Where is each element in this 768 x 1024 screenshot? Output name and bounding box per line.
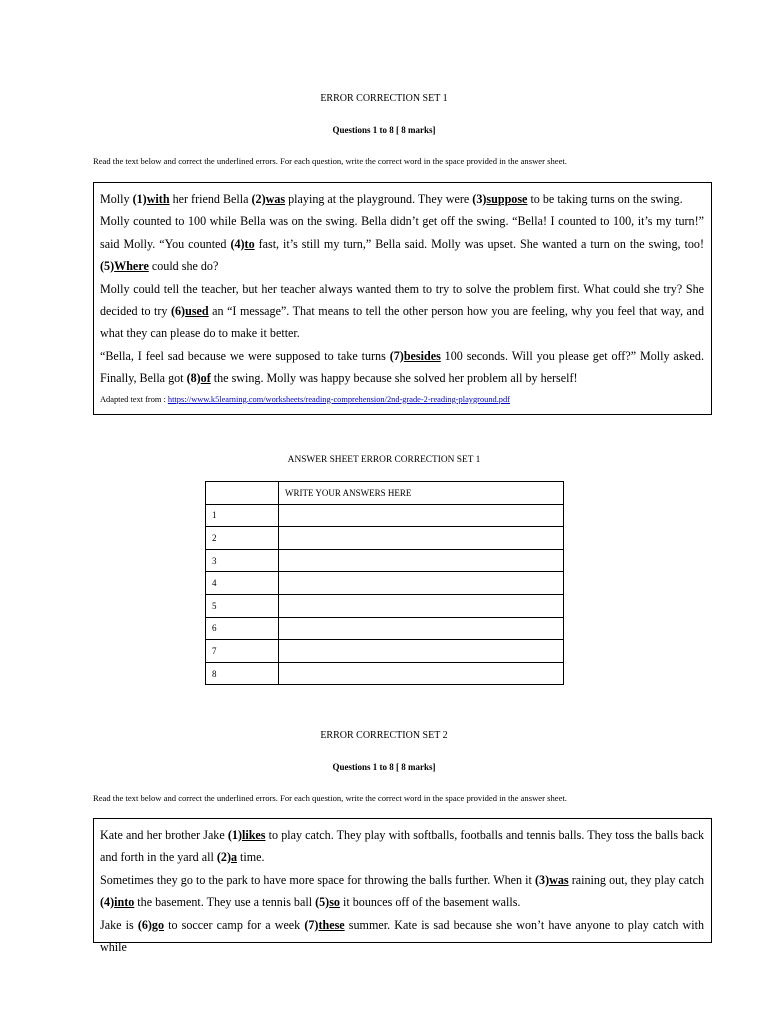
question-number: (8) <box>186 371 201 386</box>
underlined-error-word: a <box>230 850 238 865</box>
passage-text: the basement. They use a tennis ball <box>134 895 316 910</box>
passage-text: summer. Kate is sad because she won’t have anyone to play catch with while <box>100 917 704 955</box>
passage-text: Molly <box>100 192 133 206</box>
underlined-error-word: these <box>318 917 345 932</box>
passage-text: to be taking turns on the swing. <box>527 192 683 206</box>
answer-row <box>206 549 564 572</box>
passage-text: her friend Bella <box>169 192 252 206</box>
passage-paragraph <box>100 188 704 210</box>
passage-text: Jake is <box>100 917 138 932</box>
underlined-error-word: was <box>265 192 286 206</box>
underlined-error-word: into <box>114 895 135 910</box>
answer-cell[interactable] <box>279 594 564 617</box>
source-citation <box>100 392 704 408</box>
set2-title: ERROR CORRECTION SET 2 <box>320 730 448 741</box>
underlined-error-word: with <box>146 192 170 206</box>
row-number: 8 <box>206 662 279 685</box>
set2-questions-line: Questions 1 to 8 [ 8 marks] <box>332 762 436 772</box>
passage-text: could she do? <box>148 259 219 274</box>
question-number: (5) <box>315 895 330 910</box>
passage-text: it bounces off of the basement walls. <box>339 895 521 910</box>
question-number: (5) <box>100 259 115 274</box>
row-number: 1 <box>206 504 279 527</box>
passage-paragraph <box>100 210 704 277</box>
row-number: 4 <box>206 572 279 595</box>
set2-instruction: Read the text below and correct the underlined errors. For each question, write the correct word in the space provided in the answer sheet. <box>93 793 567 803</box>
question-number: (2) <box>251 192 266 206</box>
answer-cell[interactable] <box>279 662 564 685</box>
question-number: (1) <box>227 828 242 842</box>
passage-text: “Bella, I feel sad because we were supposed to take turns <box>100 348 390 363</box>
question-number: (4) <box>100 895 115 910</box>
underlined-error-word: suppose <box>486 192 528 206</box>
passage-text: playing at the playground. They were <box>285 192 473 206</box>
answer-cell[interactable] <box>279 640 564 663</box>
passage-paragraph <box>100 914 704 959</box>
underlined-error-word: used <box>185 304 209 319</box>
answer-header-cell: WRITE YOUR ANSWERS HERE <box>279 482 564 505</box>
passage-text: fast, it’s still my turn,” Bella said. Molly was upset. She wanted a turn on the swing, too! <box>254 236 704 251</box>
underlined-error-word: of <box>200 371 211 386</box>
underlined-error-word: go <box>151 917 165 932</box>
set2-passage-box <box>93 818 712 955</box>
question-number: (7) <box>304 917 319 932</box>
passage-text: 100 seconds. Will you please get off?” Molly asked. Finally, Bella got <box>100 348 704 386</box>
passage-text: time. <box>237 850 265 865</box>
underlined-error-word: besides <box>403 348 441 363</box>
passage-text: to play catch. They play with softballs, footballs and tennis balls. They toss the balls back and forth in the yard all <box>100 828 704 865</box>
underlined-error-word: likes <box>241 828 266 842</box>
question-number: (6) <box>137 917 152 932</box>
answer-row <box>206 594 564 617</box>
row-number: 7 <box>206 640 279 663</box>
passage-paragraph <box>100 278 704 345</box>
passage-text: Sometimes they go to the park to have more space for throwing the balls further. When it <box>100 872 535 887</box>
passage-text: Molly counted to 100 while Bella was on the swing. Bella didn’t get off the swing. “Bella! I counted to 100, it’s my turn!” said Molly. “You counted <box>100 214 704 251</box>
row-number: 5 <box>206 594 279 617</box>
question-number: (3) <box>535 872 550 887</box>
source-label: Adapted text from : <box>100 394 168 404</box>
set1-passage-box <box>93 182 712 415</box>
passage-text: an “I message”. That means to tell the other person how you are feeling, why you feel that way, and what they can please do to make it better. <box>100 304 704 341</box>
set1-title: ERROR CORRECTION SET 1 <box>320 93 448 104</box>
set1-questions-line: Questions 1 to 8 [ 8 marks] <box>332 125 436 135</box>
answer-cell[interactable] <box>279 549 564 572</box>
question-number: (1) <box>132 192 147 206</box>
answer-table <box>205 481 564 685</box>
row-number: 6 <box>206 617 279 640</box>
question-number: (6) <box>170 304 186 319</box>
underlined-error-word: Where <box>114 259 149 274</box>
passage-paragraph <box>100 345 704 390</box>
answer-row <box>206 640 564 663</box>
answer-sheet-title: ANSWER SHEET ERROR CORRECTION SET 1 <box>287 455 481 465</box>
answer-cell[interactable] <box>279 504 564 527</box>
answer-cell[interactable] <box>279 527 564 550</box>
question-number: (7) <box>389 348 404 363</box>
passage-paragraph <box>100 824 704 869</box>
passage-text: raining out, they play catch <box>568 872 704 887</box>
row-number: 2 <box>206 527 279 550</box>
answer-cell[interactable] <box>279 572 564 595</box>
passage-text: the swing. Molly was happy because she solved her problem all by herself! <box>210 371 578 386</box>
passage-text: Molly could tell the teacher, but her teacher always wanted them to try to solve the problem first. What could she try? She decided to try <box>100 281 704 319</box>
answer-table-header-row <box>206 482 564 505</box>
source-link[interactable]: https://www.k5learning.com/worksheets/reading-comprehension/2nd-grade-2-reading-playground.pdf <box>167 394 510 404</box>
header-empty-cell <box>206 482 279 505</box>
answer-row <box>206 527 564 550</box>
question-number: (3) <box>472 192 487 206</box>
answer-cell[interactable] <box>279 617 564 640</box>
underlined-error-word: was <box>549 872 569 887</box>
question-number: (4) <box>230 236 245 251</box>
passage-paragraph <box>100 869 704 914</box>
question-number: (2) <box>216 850 231 865</box>
underlined-error-word: so <box>329 895 340 910</box>
row-number: 3 <box>206 549 279 572</box>
set1-instruction: Read the text below and correct the underlined errors. For each question, write the correct word in the space provided in the answer sheet. <box>93 156 567 166</box>
answer-row <box>206 662 564 685</box>
passage-text: to soccer camp for a week <box>164 917 305 932</box>
underlined-error-word: to <box>244 236 255 251</box>
answer-row <box>206 504 564 527</box>
answer-row <box>206 617 564 640</box>
passage-text: Kate and her brother Jake <box>100 828 228 842</box>
answer-row <box>206 572 564 595</box>
